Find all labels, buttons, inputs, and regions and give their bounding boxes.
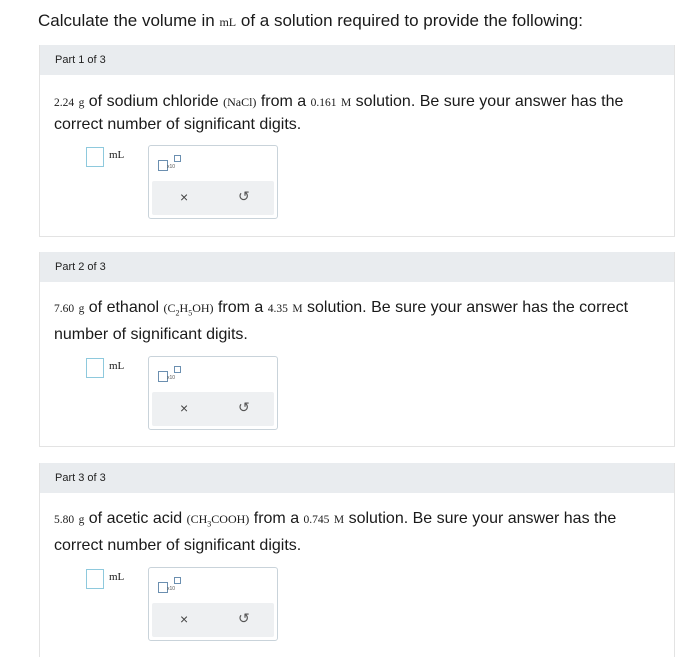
part-3-question: 5.80 g of acetic acid $(CH_3COOH)$ from a 0.745 M solution. Be sure your answer has the correct number of significant digits. [54, 510, 617, 555]
undo-icon[interactable]: ↺ [238, 610, 250, 626]
part-1-answer-keypad [148, 145, 278, 219]
acetic-acid-formula: $(CH_3COOH)$ [186, 512, 250, 529]
ethanol-formula: $(C_2H_5OH)$ [163, 301, 214, 318]
part-2-answer-keypad [148, 356, 278, 430]
part-1-question: 2.24 g of sodium chloride (NaCl) from a 0.161 M solution. Be sure your answer has the correct number of significant digits. [54, 93, 624, 133]
part-1-answer-unit: mL [109, 149, 125, 161]
part-3-panel [39, 463, 675, 657]
part-1-header: Part 1 of 3 [40, 45, 674, 75]
clear-icon[interactable]: × [180, 400, 189, 416]
scientific-notation-icon[interactable] [158, 366, 182, 382]
part-2-answer-input[interactable] [86, 358, 104, 378]
scientific-notation-icon[interactable] [158, 577, 182, 593]
part-2-answer-unit: mL [109, 360, 125, 372]
part-3-answer-unit: mL [109, 571, 125, 583]
part-1-panel [39, 45, 675, 237]
exponent-box [174, 366, 181, 373]
keypad-action-bar [152, 603, 274, 637]
part-2-question: 7.60 g of ethanol $(C_2H_5OH)$ from a 4.35 M solution. Be sure your answer has the correct number of significant digits. [54, 299, 629, 344]
part-1-answer-input[interactable] [86, 147, 104, 167]
clear-icon[interactable]: × [180, 611, 189, 627]
undo-icon[interactable]: ↺ [238, 188, 250, 204]
exponent-box [174, 577, 181, 584]
exponent-box [174, 155, 181, 162]
x10-label: x10 [167, 586, 176, 592]
scientific-notation-icon[interactable] [158, 155, 182, 171]
x10-label: x10 [167, 375, 176, 381]
part-3-answer-input[interactable] [86, 569, 104, 589]
keypad-action-bar [152, 181, 274, 215]
part-3-header: Part 3 of 3 [40, 463, 674, 493]
part-3-answer-keypad [148, 567, 278, 641]
keypad-action-bar [152, 392, 274, 426]
undo-icon[interactable]: ↺ [238, 399, 250, 415]
question-header: Calculate the volume in mL of a solution required to provide the following: [38, 11, 583, 30]
x10-label: x10 [167, 164, 176, 170]
part-2-panel [39, 252, 675, 447]
clear-icon[interactable]: × [180, 189, 189, 205]
part-2-header: Part 2 of 3 [40, 252, 674, 282]
